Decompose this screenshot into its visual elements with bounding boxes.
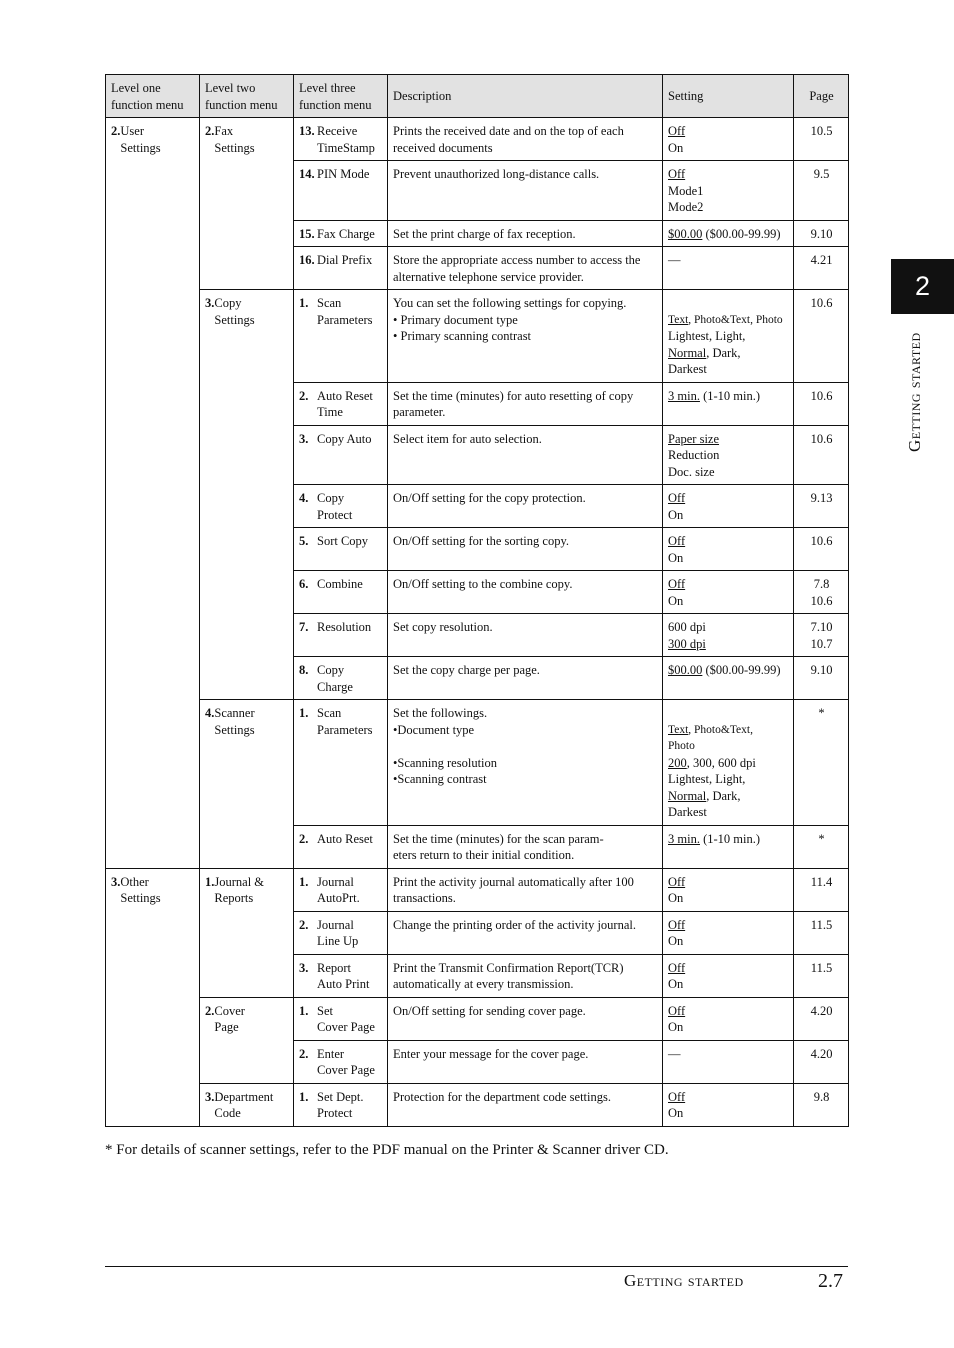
setting-value: $00.00	[668, 663, 703, 677]
level-three-cell	[294, 485, 388, 528]
setting-line	[668, 933, 789, 950]
setting-line	[668, 576, 789, 593]
setting-value: Text	[668, 313, 689, 326]
setting-value: 3 min.	[668, 831, 700, 846]
level-number: 3.	[205, 1089, 215, 1104]
setting-value: Lightest, Light,	[668, 772, 746, 786]
page-ref-cell: 4.20	[794, 1040, 849, 1083]
level-label: Set Dept. Protect	[317, 1089, 364, 1120]
setting-value: Photo	[668, 740, 695, 752]
setting-line	[668, 226, 789, 243]
setting-value: Off	[668, 167, 686, 181]
setting-cell	[663, 382, 794, 425]
description-cell: Prevent unauthorized long-distance calls.	[388, 161, 663, 221]
level-two-cell	[200, 997, 294, 1083]
setting-line	[668, 252, 789, 269]
chapter-number-tab: 2	[891, 259, 954, 314]
level-number: 3.	[299, 960, 309, 975]
level-entry	[299, 1046, 383, 1079]
level-three-cell	[294, 868, 388, 911]
level-entry	[111, 874, 195, 907]
description-cell: Set the time (minutes) for auto resetting of copy parameter.	[388, 382, 663, 425]
setting-line	[668, 976, 789, 993]
table-row	[106, 997, 849, 1040]
description-cell: On/Off setting for the sorting copy.	[388, 528, 663, 571]
header-level-one: Level one function menu	[106, 75, 200, 118]
setting-line	[668, 507, 789, 524]
description-cell: Prints the received date and on the top of each received documents	[388, 118, 663, 161]
level-entry	[299, 388, 383, 421]
level-number: 3.	[299, 431, 309, 446]
setting-cell	[663, 528, 794, 571]
setting-value: Off	[668, 124, 686, 138]
setting-range: (1-10 min.)	[699, 831, 761, 846]
level-label: Sort Copy	[317, 534, 369, 548]
level-number: 4.	[205, 706, 215, 720]
level-number: 2.	[205, 124, 215, 138]
setting-value: Off	[668, 491, 686, 505]
setting-line	[668, 345, 789, 362]
setting-value: Off	[668, 1089, 686, 1104]
page-ref-cell: 10.6	[794, 290, 849, 383]
level-entry	[299, 295, 383, 328]
setting-line	[668, 183, 789, 200]
setting-line	[668, 361, 789, 378]
setting-cell	[663, 1040, 794, 1083]
level-label: Auto Reset	[317, 831, 373, 846]
level-number: 2.	[205, 1003, 215, 1018]
level-three-cell	[294, 247, 388, 290]
level-entry	[205, 705, 289, 738]
level-label: Fax Settings	[214, 124, 255, 155]
level-number: 2.	[299, 388, 309, 403]
level-three-cell	[294, 614, 388, 657]
setting-cell	[663, 425, 794, 485]
level-number: 3.	[111, 874, 121, 889]
level-entry	[299, 123, 383, 156]
setting-range: ($00.00-99.99)	[702, 663, 781, 677]
setting-line	[668, 593, 789, 610]
page-ref-cell: 9.10	[794, 220, 849, 247]
description-cell: Change the printing order of the activity journal.	[388, 911, 663, 954]
setting-line	[668, 550, 789, 567]
setting-line	[668, 1046, 789, 1063]
page-ref-cell: 10.5	[794, 118, 849, 161]
setting-value: On	[668, 507, 684, 522]
setting-value: Mode1	[668, 183, 704, 198]
setting-line	[668, 1003, 789, 1020]
description-cell: Store the appropriate access number to access the alternative telephone service provider.	[388, 247, 663, 290]
description-cell: You can set the following settings for copying. • Primary document type • Primary scanning contrast	[388, 290, 663, 383]
page-ref-cell: 10.6	[794, 528, 849, 571]
setting-cell	[663, 700, 794, 826]
level-number: 13.	[299, 124, 315, 138]
setting-line	[668, 917, 789, 934]
setting-value: —	[668, 253, 681, 267]
level-entry	[205, 874, 289, 907]
header-level-three: Level three function menu	[294, 75, 388, 118]
description-cell: On/Off setting to the combine copy.	[388, 571, 663, 614]
level-one-cell	[106, 118, 200, 869]
level-entry	[299, 576, 383, 593]
description-cell: Set the copy charge per page.	[388, 657, 663, 700]
setting-line	[668, 831, 789, 848]
level-number: 6.	[299, 577, 309, 591]
level-label: Resolution	[317, 620, 372, 634]
setting-value: Lightest, Light,	[668, 329, 746, 343]
header-page: Page	[794, 75, 849, 118]
setting-cell	[663, 247, 794, 290]
description-cell: Set the time (minutes) for the scan param- eters return to their initial condition.	[388, 825, 663, 868]
setting-value: On	[668, 550, 684, 565]
description-cell: Set the print charge of fax reception.	[388, 220, 663, 247]
page-ref-cell: *	[794, 700, 849, 826]
level-number: 2.	[299, 1046, 309, 1061]
setting-value: Paper size	[668, 431, 720, 446]
level-number: 15.	[299, 226, 315, 241]
level-three-cell	[294, 1083, 388, 1126]
level-number: 4.	[299, 491, 309, 505]
level-two-cell	[200, 868, 294, 997]
level-label: Other Settings	[120, 874, 161, 905]
setting-line	[668, 328, 789, 345]
level-label: Receive TimeStamp	[317, 124, 375, 155]
page-ref-cell: 11.5	[794, 954, 849, 997]
setting-line	[668, 1105, 789, 1122]
setting-value: Off	[668, 874, 686, 889]
setting-range: , Photo&Text, Photo	[688, 313, 783, 326]
level-entry	[299, 874, 383, 907]
level-three-cell	[294, 825, 388, 868]
level-three-cell	[294, 290, 388, 383]
level-label: Fax Charge	[317, 226, 375, 241]
level-two-cell	[200, 1083, 294, 1126]
setting-cell	[663, 825, 794, 868]
setting-line	[668, 140, 789, 157]
setting-line	[668, 890, 789, 907]
level-number: 16.	[299, 253, 315, 267]
page-ref-cell: 7.10 10.7	[794, 614, 849, 657]
setting-value: Reduction	[668, 448, 720, 462]
setting-value: Mode2	[668, 200, 704, 214]
setting-cell	[663, 911, 794, 954]
setting-value: Off	[668, 917, 686, 932]
level-number: 1.	[299, 296, 309, 310]
level-label: Scan Parameters	[317, 706, 373, 737]
description-cell: On/Off setting for the copy protection.	[388, 485, 663, 528]
setting-range: (1-10 min.)	[699, 388, 761, 403]
footer-page-number: 2.7	[818, 1270, 843, 1292]
setting-line	[668, 312, 789, 329]
level-two-cell	[200, 118, 294, 290]
level-three-cell	[294, 161, 388, 221]
level-three-cell	[294, 118, 388, 161]
level-entry	[299, 490, 383, 523]
setting-cell	[663, 220, 794, 247]
setting-line	[668, 705, 789, 722]
level-label: Journal Line Up	[317, 917, 359, 948]
level-label: Journal & Reports	[214, 874, 265, 905]
page-ref-cell: 11.5	[794, 911, 849, 954]
level-number: 1.	[205, 874, 215, 889]
setting-line	[668, 722, 789, 739]
setting-line	[668, 804, 789, 821]
level-entry	[299, 226, 383, 243]
setting-value: On	[668, 593, 684, 608]
level-three-cell	[294, 425, 388, 485]
level-number: 1.	[299, 706, 309, 720]
level-two-cell	[200, 700, 294, 869]
setting-value: On	[668, 1020, 684, 1034]
setting-value: On	[668, 977, 684, 991]
level-three-cell	[294, 700, 388, 826]
description-cell: Select item for auto selection.	[388, 425, 663, 485]
level-label: Enter Cover Page	[317, 1046, 375, 1077]
level-entry	[299, 831, 383, 848]
setting-cell	[663, 571, 794, 614]
setting-value: Darkest	[668, 805, 707, 819]
level-entry	[205, 295, 289, 328]
setting-line	[668, 123, 789, 140]
setting-value: Off	[668, 960, 686, 975]
setting-cell	[663, 290, 794, 383]
setting-line	[668, 960, 789, 977]
setting-value: On	[668, 934, 684, 948]
level-three-cell	[294, 954, 388, 997]
level-entry	[299, 1089, 383, 1122]
setting-cell	[663, 657, 794, 700]
setting-value: 200	[668, 755, 687, 770]
description-cell: Enter your message for the cover page.	[388, 1040, 663, 1083]
setting-line	[668, 788, 789, 805]
setting-line	[668, 619, 789, 636]
page-ref-cell: 9.5	[794, 161, 849, 221]
level-entry	[205, 1089, 289, 1122]
level-entry	[205, 123, 289, 156]
level-label: Auto Reset Time	[317, 388, 373, 419]
level-number: 2.	[299, 831, 309, 846]
level-label: Report Auto Print	[317, 960, 370, 991]
description-cell: Protection for the department code settings.	[388, 1083, 663, 1126]
setting-value: On	[668, 891, 684, 905]
setting-range: , Dark,	[706, 788, 741, 803]
level-one-cell	[106, 868, 200, 1126]
page-ref-cell: 4.21	[794, 247, 849, 290]
footer-section-title: Getting started	[624, 1271, 744, 1290]
function-menu-table	[105, 74, 849, 1127]
setting-line	[668, 1089, 789, 1106]
level-entry	[205, 1003, 289, 1036]
setting-value: $00.00	[668, 226, 703, 241]
setting-value: Off	[668, 577, 686, 591]
level-three-cell	[294, 571, 388, 614]
setting-cell	[663, 1083, 794, 1126]
level-three-cell	[294, 528, 388, 571]
level-number: 8.	[299, 663, 309, 677]
setting-line	[668, 533, 789, 550]
level-three-cell	[294, 657, 388, 700]
level-label: Cover Page	[214, 1003, 245, 1034]
level-number: 1.	[299, 1089, 309, 1104]
table-body	[106, 118, 849, 1127]
setting-line	[668, 447, 789, 464]
level-label: Copy Charge	[317, 663, 353, 694]
footer-divider	[105, 1266, 848, 1267]
level-number: 2.	[299, 917, 309, 932]
setting-range: , Dark,	[706, 345, 741, 360]
level-number: 14.	[299, 167, 315, 181]
setting-line	[668, 295, 789, 312]
table-row	[106, 700, 849, 826]
level-number: 1.	[299, 874, 309, 889]
setting-line	[668, 464, 789, 481]
level-label: PIN Mode	[317, 167, 370, 181]
level-three-cell	[294, 911, 388, 954]
setting-value: Text	[668, 723, 689, 736]
setting-cell	[663, 954, 794, 997]
level-entry	[299, 1003, 383, 1036]
setting-line	[668, 636, 789, 653]
level-label: Set Cover Page	[317, 1003, 375, 1034]
level-number: 3.	[205, 296, 215, 310]
setting-value: On	[668, 1106, 684, 1120]
level-entry	[299, 960, 383, 993]
setting-value: 300 dpi	[668, 636, 706, 651]
setting-cell	[663, 997, 794, 1040]
header-level-two: Level two function menu	[200, 75, 294, 118]
level-label: Journal AutoPrt.	[317, 874, 360, 905]
page-ref-cell: 9.13	[794, 485, 849, 528]
level-entry	[299, 917, 383, 950]
page-ref-cell: 10.6	[794, 425, 849, 485]
description-cell: Print the activity journal automatically after 100 transactions.	[388, 868, 663, 911]
setting-line	[668, 771, 789, 788]
setting-line	[668, 431, 789, 448]
table-row	[106, 1083, 849, 1126]
setting-line	[668, 166, 789, 183]
level-number: 1.	[299, 1003, 309, 1018]
level-entry	[299, 533, 383, 550]
setting-range: , Photo&Text,	[688, 723, 753, 736]
level-label: Copy Protect	[317, 491, 353, 522]
scanner-settings-footnote: * For details of scanner settings, refer to the PDF manual on the Printer & Scanner driver CD.	[105, 1142, 669, 1158]
setting-value: Off	[668, 1003, 686, 1018]
level-number: 2.	[111, 124, 121, 138]
setting-line	[668, 738, 789, 755]
setting-value: 3 min.	[668, 388, 700, 403]
setting-cell	[663, 485, 794, 528]
level-label: Copy Settings	[214, 296, 255, 327]
setting-cell	[663, 161, 794, 221]
setting-range: ($00.00-99.99)	[702, 226, 781, 241]
page-ref-cell: 4.20	[794, 997, 849, 1040]
setting-line	[668, 388, 789, 405]
setting-value: Darkest	[668, 362, 707, 376]
level-label: User Settings	[120, 124, 161, 155]
page-ref-cell: 9.10	[794, 657, 849, 700]
level-label: Copy Auto	[317, 431, 372, 446]
setting-cell	[663, 614, 794, 657]
level-entry	[299, 166, 383, 183]
setting-value: Doc. size	[668, 464, 715, 479]
level-entry	[299, 619, 383, 636]
level-label: Combine	[317, 577, 363, 591]
setting-value: 600 dpi	[668, 620, 706, 634]
table-row	[106, 118, 849, 161]
setting-line	[668, 199, 789, 216]
level-entry	[299, 431, 383, 448]
table-row	[106, 868, 849, 911]
level-two-cell	[200, 290, 294, 700]
setting-line	[668, 490, 789, 507]
level-three-cell	[294, 220, 388, 247]
setting-value: Normal	[668, 788, 707, 803]
setting-value: Normal	[668, 345, 707, 360]
level-entry	[299, 662, 383, 695]
page-ref-cell: *	[794, 825, 849, 868]
level-three-cell	[294, 997, 388, 1040]
setting-cell	[663, 868, 794, 911]
level-three-cell	[294, 1040, 388, 1083]
level-entry	[299, 705, 383, 738]
level-number: 7.	[299, 620, 309, 634]
level-label: Dial Prefix	[317, 253, 373, 267]
setting-value: Off	[668, 534, 686, 548]
page-ref-cell: 9.8	[794, 1083, 849, 1126]
setting-value: —	[668, 1046, 681, 1061]
setting-line	[668, 755, 789, 772]
table-header-row	[106, 75, 849, 118]
setting-cell	[663, 118, 794, 161]
level-label: Department Code	[214, 1089, 274, 1120]
header-description: Description	[388, 75, 663, 118]
description-cell: Set copy resolution.	[388, 614, 663, 657]
header-setting: Setting	[663, 75, 794, 118]
level-number: 5.	[299, 534, 309, 548]
setting-value: On	[668, 140, 684, 155]
setting-line	[668, 662, 789, 679]
setting-range: , 300, 600 dpi	[686, 755, 756, 770]
side-chapter-title: Getting started	[905, 332, 924, 452]
page-ref-cell: 11.4	[794, 868, 849, 911]
description-cell: On/Off setting for sending cover page.	[388, 997, 663, 1040]
setting-line	[668, 1019, 789, 1036]
level-label: Scan Parameters	[317, 296, 373, 327]
page-ref-cell: 10.6	[794, 382, 849, 425]
page-ref-cell: 7.8 10.6	[794, 571, 849, 614]
setting-line	[668, 874, 789, 891]
table-row	[106, 290, 849, 383]
level-label: Scanner Settings	[214, 706, 255, 737]
level-three-cell	[294, 382, 388, 425]
description-cell: Print the Transmit Confirmation Report(TCR) automatically at every transmission.	[388, 954, 663, 997]
level-entry	[111, 123, 195, 156]
description-cell: Set the followings. •Document type •Scanning resolution •Scanning contrast	[388, 700, 663, 826]
level-entry	[299, 252, 383, 269]
